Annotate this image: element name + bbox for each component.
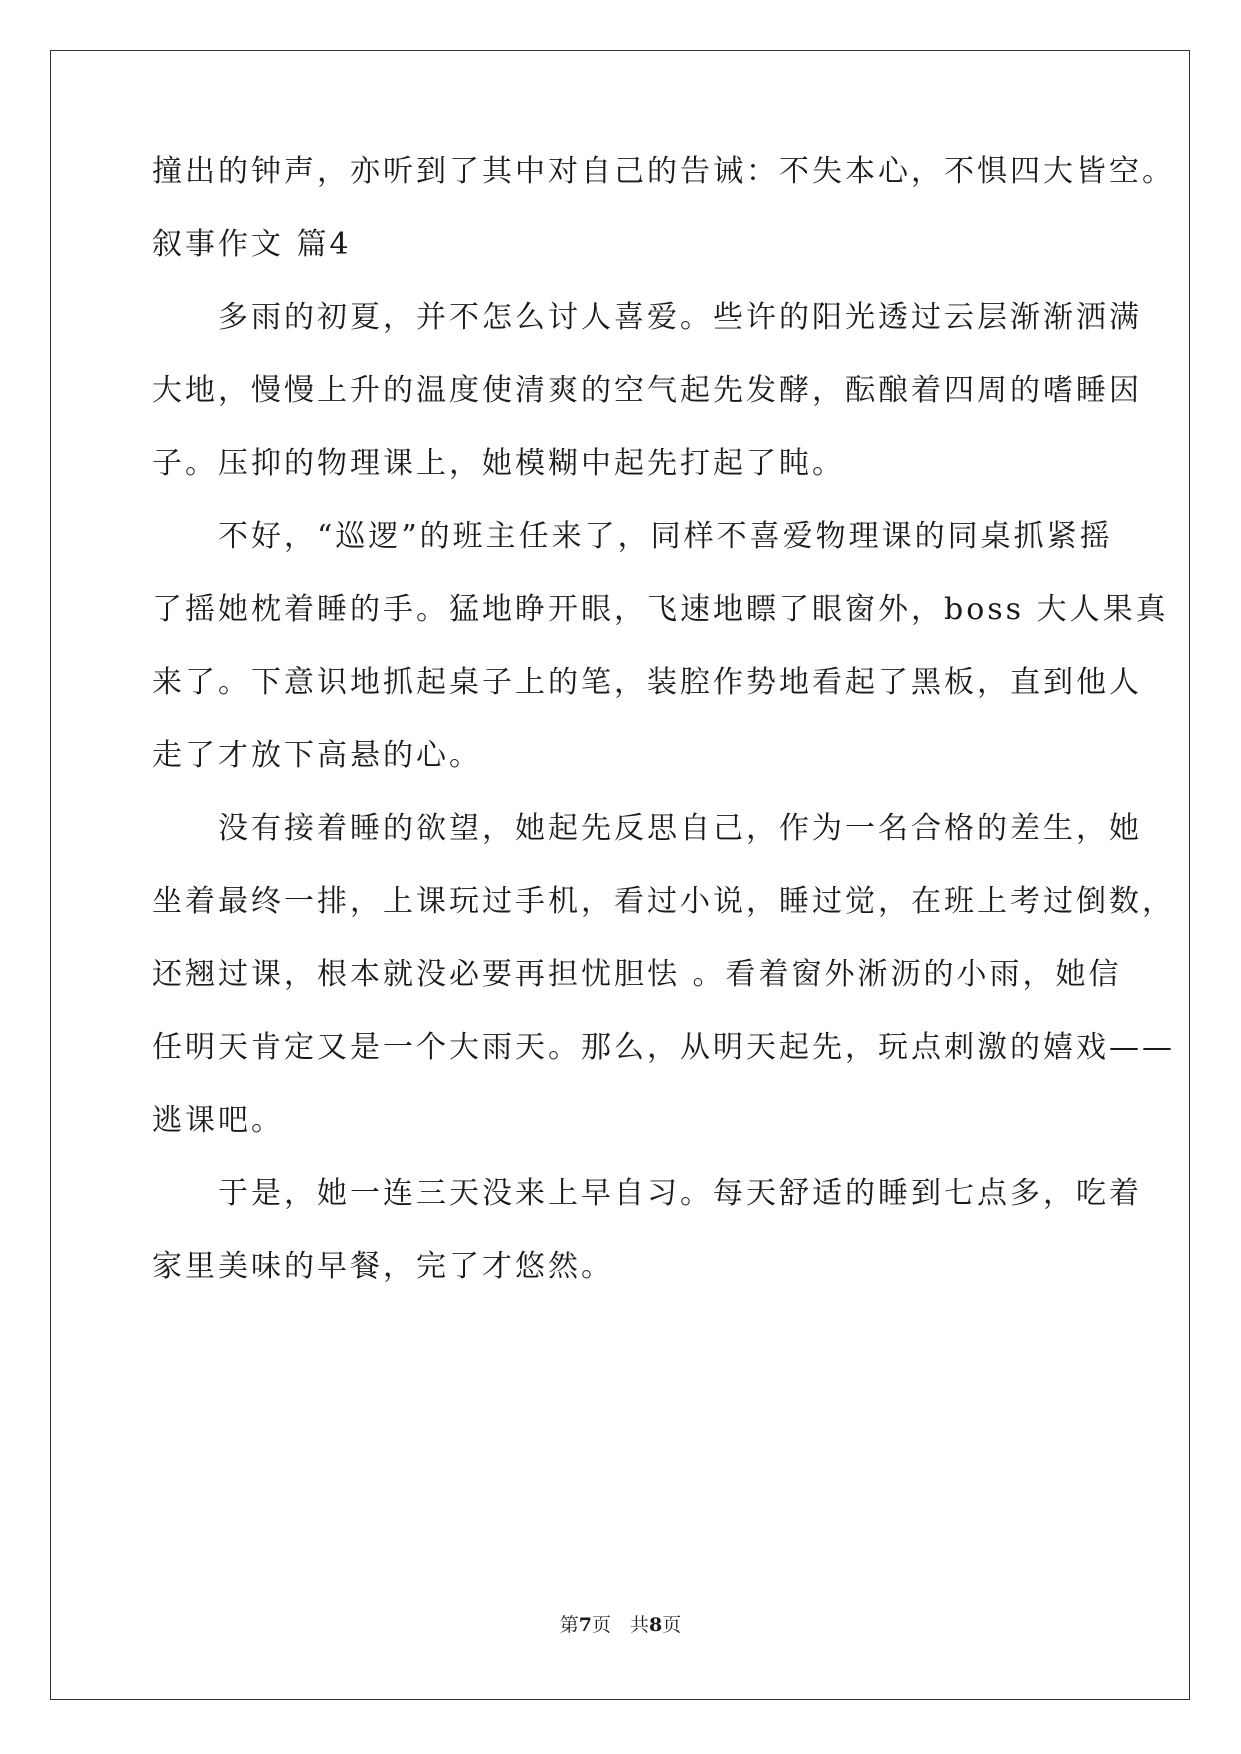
section-heading: 叙事作文 篇4 bbox=[152, 227, 352, 262]
text-line: 多雨的初夏，并不怎么讨人喜爱。些许的阳光透过云层渐渐洒满 bbox=[152, 300, 1142, 335]
current-page-number: 7 bbox=[578, 1614, 592, 1636]
page-footer bbox=[0, 1613, 1241, 1637]
text-line: 坐着最终一排，上课玩过手机，看过小说，睡过觉，在班上考过倒数， bbox=[152, 884, 1175, 919]
text-line: 还翘过课，根本就没必要再担忧胆怯 。看着窗外淅沥的小雨，她信 bbox=[152, 957, 1122, 992]
text-line: 家里美味的早餐，完了才悠然。 bbox=[152, 1249, 614, 1284]
total-pages-number: 8 bbox=[649, 1614, 663, 1636]
text-line: 来了。下意识地抓起桌子上的笔，装腔作势地看起了黑板，直到他人 bbox=[152, 665, 1142, 700]
text-line: 撞出的钟声，亦听到了其中对自己的告诫：不失本心，不惧四大皆空。 bbox=[152, 154, 1175, 189]
text-line: 走了才放下高悬的心。 bbox=[152, 738, 482, 773]
footer-suffix: 页 bbox=[662, 1614, 682, 1636]
text-line: 于是，她一连三天没来上早自习。每天舒适的睡到七点多，吃着 bbox=[152, 1176, 1142, 1211]
text-line: 不好，“巡逻”的班主任来了，同样不喜爱物理课的同桌抓紧摇 bbox=[152, 519, 1113, 554]
footer-prefix: 第 bbox=[559, 1614, 579, 1636]
text-line: 没有接着睡的欲望，她起先反思自己，作为一名合格的差生，她 bbox=[152, 811, 1142, 846]
footer-mid: 页 共 bbox=[591, 1614, 649, 1636]
text-line: 了摇她枕着睡的手。猛地睁开眼，飞速地瞟了眼窗外，boss 大人果真 bbox=[152, 592, 1169, 627]
text-line: 逃课吧。 bbox=[152, 1103, 284, 1138]
text-line: 任明天肯定又是一个大雨天。那么，从明天起先，玩点刺激的嬉戏—— bbox=[152, 1030, 1175, 1065]
text-line: 大地，慢慢上升的温度使清爽的空气起先发酵，酝酿着四周的嗜睡因 bbox=[152, 373, 1142, 408]
text-line: 子。压抑的物理课上，她模糊中起先打起了盹。 bbox=[152, 446, 845, 481]
